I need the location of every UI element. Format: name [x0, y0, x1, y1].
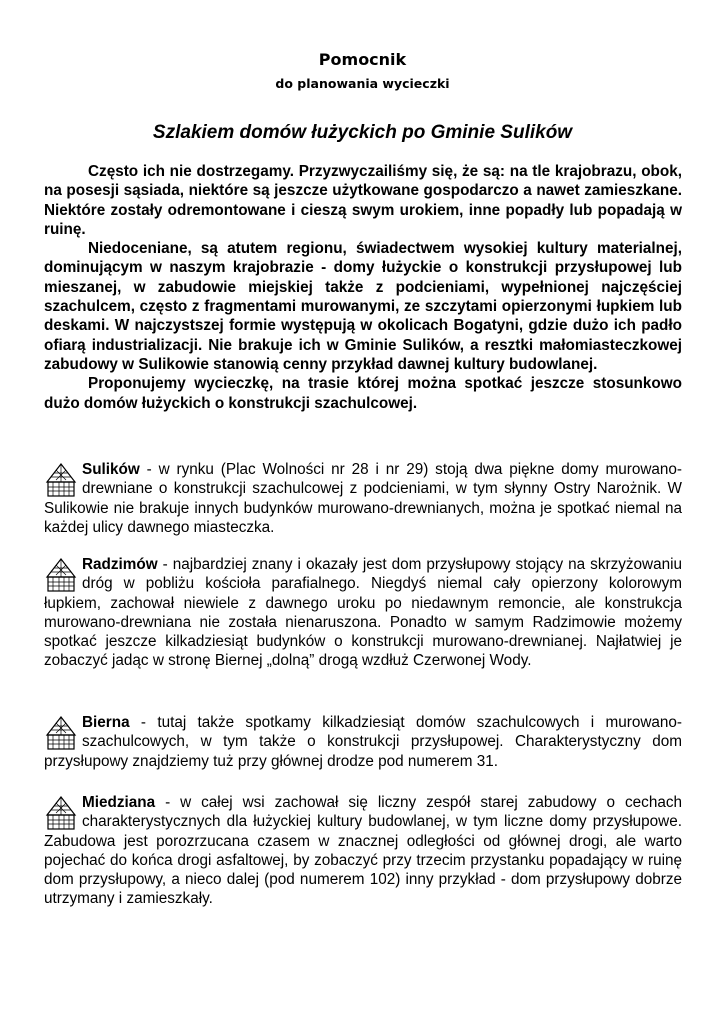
- section-paragraph: [44, 713, 682, 771]
- house-icon: [44, 557, 78, 593]
- section-radzimow: [44, 555, 682, 671]
- section-paragraph: [44, 555, 682, 671]
- intro-paragraph: Proponujemy wycieczkę, na trasie której można spotkać jeszcze stosunkowo dużo domów łużyckich o konstrukcji szachulcowej.: [44, 375, 682, 412]
- house-icon: [44, 462, 78, 498]
- house-icon: [44, 795, 78, 831]
- section-text: - najbardziej znany i okazały jest dom przysłupowy stojący na skrzyżowaniu dróg w pobliżu kościoła parafialnego. Niegdyś niemal cały opierzony kolorowym łupkiem, zachował niewiele z dawnego uroku po niedawnym remoncie, ale konstrukcja murowano-drewniana nie została nienaruszona. Ponadto w samym Radzimowie możemy spotkać jeszcze kilkadziesiąt budynków o konstrukcji murowano-drewnianej. Najłatwiej je zobaczyć jadąc w stronę Biernej „dolną” drogą wzdłuż Czerwonej Wody.: [44, 556, 682, 670]
- intro-paragraph: Niedoceniane, są atutem regionu, świadectwem wysokiej kultury materialnej, dominującym w naszym krajobrazie - domy łużyckie o konstrukcji przysłupowej lub mieszanej, w zabudowie miejskiej także z podcieniami, wypełnionej najczęściej szachulcem, często z fragmentami murowanymi, ze szczytami opierzonymi łupkiem lub deskami. W najczystszej formie występują w okolicach Bogatyni, gdzie dużo ich padło ofiarą industrializacji. Nie brakuje ich w Gminie Sulików, a resztki małomiasteczkowej zabudowy w Sulikowie stanowią cenny przykład dawnej kultury budowlanej.: [44, 240, 682, 373]
- section-text: - tutaj także spotkamy kilkadziesiąt domów szachulcowych i murowano-szachulcowych, w tym także o konstrukcji przysłupowej. Charakterystyczny dom przysłupowy znajdziemy tuż przy głównej drodze pod numerem 31.: [44, 714, 682, 770]
- place-name: Bierna: [82, 714, 130, 731]
- document-title: Szlakiem domów łużyckich po Gminie Sulików: [152, 122, 573, 143]
- intro-paragraph: Często ich nie dostrzegamy. Przyzwyczailiśmy się, że są: na tle krajobrazu, obok, na posesji sąsiada, niektóre są jeszcze użytkowane gospodarczo a nawet zamieszkane. Niektóre zostały odremontowane i cieszą swym urokiem, inne popadły lub popadają w ruinę.: [44, 163, 682, 238]
- house-icon: [44, 715, 78, 751]
- section-paragraph: [44, 793, 682, 909]
- section-text: - w całej wsi zachował się liczny zespół starej zabudowy o cechach charakterystycznych dla łużyckiej kultury budowlanej, w tym liczne domy przysłupowe. Zabudowa jest porozrzucana czasem w znacznej odległości od głównej drogi, ale warto pojechać do końca drogi asfaltowej, by zobaczyć przy trzecim przystanku popadający w ruinę dom przysłupowy, a nieco dalej (pod numerem 102) inny przykład - dom przysłupowy dobrze utrzymany i zamieszkały.: [44, 794, 682, 908]
- section-sulikow: [44, 460, 682, 537]
- header-subtitle: do planowania wycieczki: [275, 76, 450, 91]
- section-text: - w rynku (Plac Wolności nr 28 i nr 29) stoją dwa piękne domy murowano-drewniane o konstrukcji szachulcowej z podcieniami, w tym słynny Ostry Narożnik. W Sulikowie nie brakuje innych budynków murowano-drewnianych, można je spotkać niemal na każdej ulicy dawnego miasteczka.: [44, 461, 682, 536]
- intro-text: [44, 162, 682, 413]
- section-paragraph: [44, 460, 682, 537]
- section-bierna: [44, 713, 682, 771]
- header-title: Pomocnik: [318, 50, 407, 69]
- place-name: Miedziana: [82, 794, 156, 811]
- place-name: Radzimów: [82, 556, 158, 573]
- place-name: Sulików: [82, 461, 140, 478]
- section-miedziana: [44, 793, 682, 909]
